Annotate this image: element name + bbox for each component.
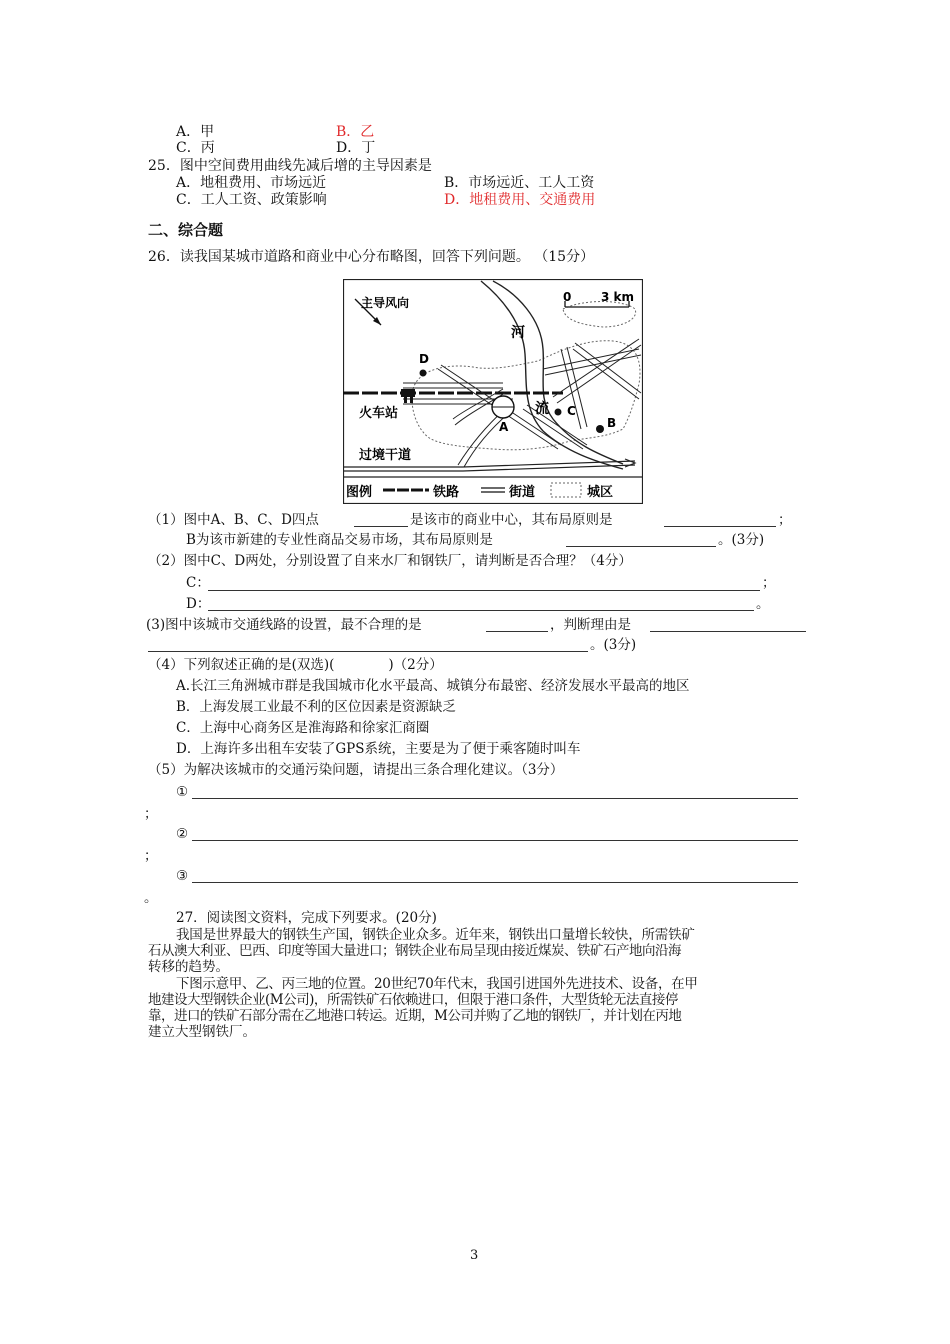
river-label-1: 河 [511, 325, 525, 341]
river-label-2: 流 [535, 401, 549, 417]
q26-p1-c: ； [778, 512, 792, 528]
point-b-label: B [607, 416, 617, 430]
q24-option-a: A．甲 [176, 124, 215, 140]
q26-p5-2-blank[interactable] [192, 840, 798, 841]
train-station-icon [401, 389, 415, 397]
q26-p4-option-d: D．上海许多出租车安装了GPS系统，主要是为了便于乘客随时叫车 [176, 741, 581, 757]
point-a-label: A [499, 420, 509, 434]
point-c-label: C [567, 404, 576, 418]
q26-p1-blank-3[interactable] [566, 546, 716, 547]
q26-p3-a: (3)图中该城市交通线路的设置，最不合理的是 [146, 617, 422, 633]
q26-p5-3-end: 。 [144, 890, 158, 906]
q26-p5-1-blank[interactable] [192, 798, 798, 799]
q25-stem: 25．图中空间费用曲线先减后增的主导因素是 [148, 158, 432, 174]
q24-option-d: D．丁 [336, 140, 376, 156]
q24-option-c: C．丙 [176, 140, 215, 156]
q26-p2-c-blank[interactable] [208, 590, 760, 591]
q26-p1-blank-1[interactable] [354, 526, 408, 527]
station-label: 火车站 [359, 406, 399, 421]
q26-p3-b: ，判断理由是 [550, 617, 631, 633]
q25-option-d-answer: D．地租费用、交通费用 [444, 192, 596, 208]
q26-p2-c-label: C： [186, 575, 210, 591]
q27-para2-line1: 下图示意甲、乙、丙三地的位置。20世纪70年代末，我国引进国外先进技术、设备，在甲 [176, 976, 698, 992]
q26-p1-b: 是该市的商业中心，其布局原则是 [410, 512, 613, 528]
q26-p3-blank-3[interactable] [148, 651, 588, 652]
q25-option-b: B．市场远近、工人工资 [444, 175, 595, 191]
q25-option-c: C．工人工资、政策影响 [176, 192, 327, 208]
q26-p1-a: （1）图中A、B、C、D四点 [148, 512, 319, 528]
q26-p5-1-label: ① [176, 784, 189, 800]
q27-para1-line1: 我国是世界最大的钢铁生产国，钢铁企业众多。近年来，钢铁出口量增长较快，所需铁矿 [176, 927, 695, 943]
q26-p5-2-label: ② [176, 826, 189, 842]
legend-rail: 铁路 [433, 485, 460, 500]
city-map [343, 279, 643, 504]
q26-p2-d-end: 。 [756, 596, 770, 612]
q27-para1-line3: 转移的趋势。 [148, 959, 229, 975]
q26-p1-e: 。(3分) [718, 532, 765, 548]
q26-p5-3-blank[interactable] [192, 882, 798, 883]
scale-zero: 0 [563, 290, 572, 304]
q26-p5-1-end: ； [144, 806, 158, 822]
q26-p4: （4）下列叙述正确的是(双选)( )（2分） [148, 657, 443, 673]
q26-p4-option-a: A.长江三角洲城市群是我国城市化水平最高、城镇分布最密、经济发展水平最高的地区 [176, 678, 690, 694]
q25-option-a: A．地租费用、市场远近 [176, 175, 327, 191]
q27-para2-line2: 地建设大型钢铁企业(M公司)，所需铁矿石依赖进口，但限于港口条件，大型货轮无法直接停 [148, 992, 678, 1008]
q26-p4-option-b: B．上海发展工业最不利的区位因素是资源缺乏 [176, 699, 456, 715]
q26-p5-3-label: ③ [176, 868, 189, 884]
q26-p1-d: B为该市新建的专业性商品交易市场，其布局原则是 [186, 532, 493, 548]
q26-p2-d-blank[interactable] [208, 610, 754, 611]
page-number: 3 [470, 1248, 479, 1263]
q26-p3-blank-2[interactable] [650, 631, 806, 632]
q26-p3-blank-1[interactable] [486, 631, 548, 632]
q26-p3-c: 。(3分) [590, 637, 637, 653]
q26-p2: （2）图中C、D两处，分别设置了自来水厂和钢铁厂，请判断是否合理？（4分） [148, 553, 632, 569]
q26-p5: （5）为解决该城市的交通污染问题，请提出三条合理化建议。（3分） [148, 762, 564, 778]
q26-p5-2-end: ； [144, 848, 158, 864]
point-d-dot [420, 370, 427, 377]
q27-stem: 27．阅读图文资料，完成下列要求。(20分) [176, 910, 437, 926]
legend-street: 街道 [509, 485, 536, 500]
q26-p1-blank-2[interactable] [664, 526, 776, 527]
q27-para2-line3: 靠，进口的铁矿石部分需在乙地港口转运。近期，M公司并购了乙地的钢铁厂，并计划在丙地 [148, 1008, 682, 1024]
q26-p2-c-end: ； [762, 575, 776, 591]
q24-option-b-answer: B．乙 [336, 124, 375, 140]
q27-para1-line2: 石从澳大利亚、巴西、印度等国大量进口；钢铁企业布局呈现由接近煤炭、铁矿石产地向沿海 [148, 943, 681, 959]
q26-p4-option-c: C．上海中心商务区是淮海路和徐家汇商圈 [176, 720, 430, 736]
wind-label: 主导风向 [361, 296, 410, 310]
point-c-dot [555, 409, 562, 416]
highway-label: 过境干道 [359, 448, 412, 463]
point-d-label: D [419, 352, 429, 366]
legend-city: 城区 [587, 485, 614, 500]
point-b-dot [596, 425, 604, 433]
section-title: 二、综合题 [148, 221, 224, 239]
q27-para2-line4: 建立大型钢铁厂。 [148, 1024, 256, 1040]
q26-stem: 26．读我国某城市道路和商业中心分布略图，回答下列问题。 （15分） [148, 249, 595, 265]
q26-p2-d-label: D： [186, 596, 211, 612]
scale-km: 3 km [601, 290, 635, 304]
legend-title: 图例 [346, 485, 373, 500]
